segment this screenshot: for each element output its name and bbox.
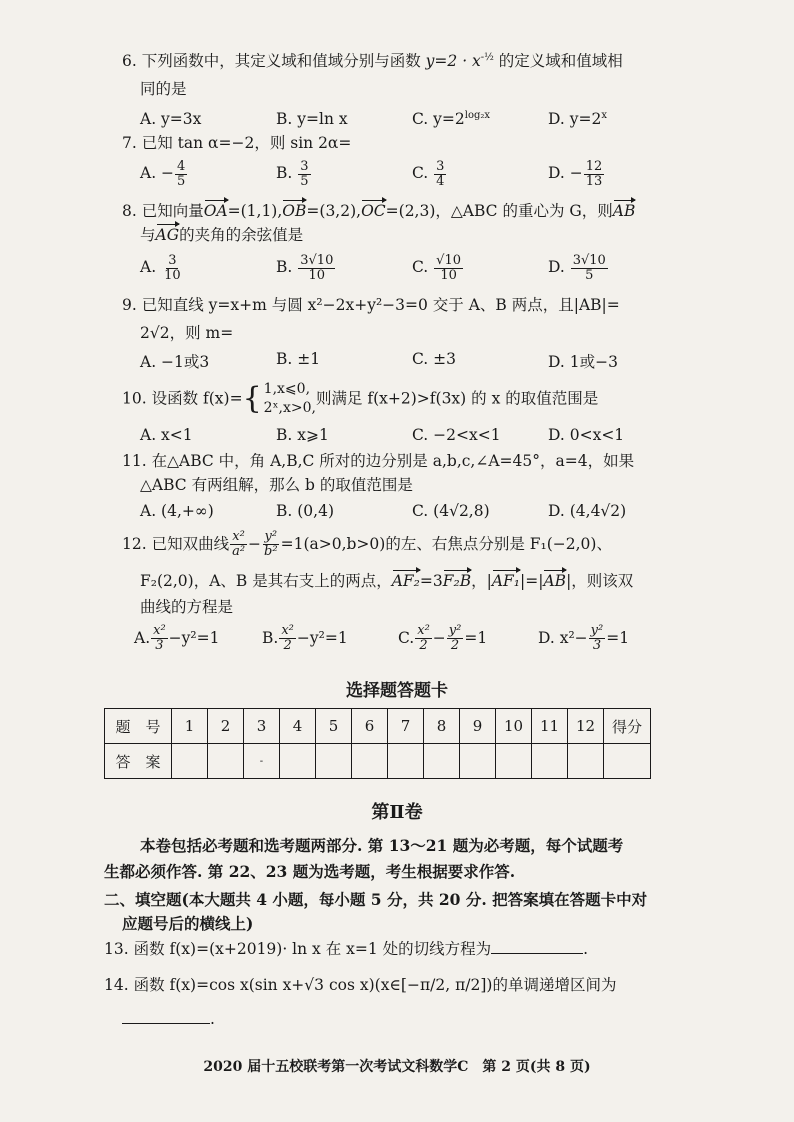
question-number: 10: [496, 709, 532, 744]
q7-option-b: [276, 160, 312, 188]
frac: [415, 624, 432, 652]
answer-cell[interactable]: [316, 744, 352, 779]
table-row: [105, 709, 651, 744]
q7-c-frac: [434, 160, 446, 188]
num: 3√10: [300, 253, 334, 268]
vector-ab: AB: [612, 202, 636, 220]
q12-option-a: [134, 624, 219, 652]
q7-a-frac: [175, 160, 187, 188]
q6-option-c-base: C. y=2: [412, 110, 465, 129]
num: 3: [300, 159, 309, 174]
q12-text: 12. 已知双曲线: [122, 534, 230, 553]
num: y²: [448, 623, 462, 638]
q12-option-d: [538, 624, 629, 652]
q8-d-prefix: D.: [548, 258, 570, 277]
section-intro-cont: 生都必须作答. 第 22、23 题为选考题，考生根据要求作答.: [104, 862, 516, 881]
den: 5: [300, 173, 309, 189]
frac-y2-b2: [262, 530, 280, 558]
q12-text: =1(a>0,b>0)的左、右焦点分别是 F₁(−2,0)、: [280, 534, 612, 553]
den: 13: [585, 173, 603, 189]
q7-a-prefix: A. −: [140, 164, 175, 183]
answer-cell[interactable]: [460, 744, 496, 779]
q14-text: 14. 函数 f(x)=cos x(sin x+√3 cos x): [104, 976, 375, 994]
q12-text: =3: [419, 572, 443, 590]
q12-text: F₂(2,0)，A、B 是其右支上的两点，: [140, 572, 392, 590]
den: 10: [164, 267, 181, 283]
q14-end: .: [210, 1010, 215, 1028]
q6-option-c-exp: log₂x: [464, 110, 491, 121]
q6-option-a: A. y=3x: [140, 110, 202, 128]
q8-stem: [122, 202, 635, 221]
q14-text-tail: 的单调递增区间为: [492, 976, 617, 994]
num: √10: [436, 253, 461, 268]
q9-option-d: D. 1或−3: [548, 353, 618, 371]
q7-option-c: [412, 160, 447, 188]
tail: =1: [464, 629, 488, 648]
num: x²: [153, 623, 166, 638]
q12-option-b: [262, 624, 348, 652]
question-number: 3: [244, 709, 280, 744]
q11-option-d: D. (4,4√2): [548, 502, 627, 520]
q7-option-d: [548, 160, 605, 188]
q11-option-b: B. (0,4): [276, 502, 334, 520]
q12-text: |，则该双: [566, 572, 634, 590]
q6-stem: [122, 52, 623, 71]
q10-option-d: D. 0<x<1: [548, 426, 625, 444]
vector-oc: OC: [361, 202, 386, 220]
q12-stem-line2: [140, 572, 633, 591]
q10-cases: [264, 380, 316, 418]
den: 2: [450, 637, 460, 653]
frac: [447, 624, 464, 652]
q14-answer: [122, 1010, 215, 1029]
label: C.: [398, 629, 415, 648]
frac: [279, 624, 296, 652]
q6-function: y=2 · x: [425, 52, 481, 71]
frac: [589, 624, 606, 652]
q14-interval: (x∈[−π/2, π/2]): [374, 976, 493, 994]
q8-text: 的夹角的余弦值是: [179, 226, 304, 244]
question-number: 6: [352, 709, 388, 744]
q8-text: =(2,3)，△ABC 的重心为 G，则: [385, 202, 613, 220]
q9-option-c: C. ±3: [412, 350, 457, 368]
q10-option-b: B. x⩾1: [276, 426, 329, 444]
q11-stem: 11. 在△ABC 中，角 A,B,C 所对的边分别是 a,b,c,∠A=45°，a=4，如果: [122, 452, 635, 470]
q8-c-prefix: C.: [412, 258, 434, 277]
q6-stem-cont: 同的是: [140, 80, 187, 98]
q12-text: |=|: [520, 572, 544, 590]
answer-cell[interactable]: [388, 744, 424, 779]
q11-option-c: C. (4√2,8): [412, 502, 490, 520]
q13-end: .: [583, 940, 589, 958]
num: 12: [585, 159, 603, 174]
tail: =1: [606, 629, 630, 648]
q6-option-b: B. y=ln x: [276, 110, 348, 128]
fill-in-heading: 二、填空题(本大题共 4 小题，每小题 5 分，共 20 分. 把答案填在答题卡中对: [104, 890, 648, 909]
q9-option-b: B. ±1: [276, 350, 321, 368]
question-number: 7: [388, 709, 424, 744]
q7-d-frac: [584, 160, 605, 188]
question-number: 4: [280, 709, 316, 744]
answer-card-table: [104, 708, 651, 779]
q7-b-prefix: B.: [276, 164, 298, 183]
den: 5: [177, 173, 186, 189]
tail: −y²=1: [296, 629, 348, 648]
score-cell[interactable]: [604, 744, 651, 779]
table-row: [105, 744, 651, 779]
q9-option-a: A. −1或3: [140, 353, 210, 371]
answer-cell[interactable]: [172, 744, 208, 779]
answer-cell[interactable]: -: [244, 744, 280, 779]
q8-option-b: [276, 254, 336, 282]
q9-stem-cont: 2√2，则 m=: [140, 324, 234, 342]
num: x²: [417, 623, 430, 638]
q8-option-c: [412, 254, 464, 282]
q12-text: ，|: [471, 572, 492, 590]
label: D. x²−: [538, 629, 588, 648]
num: y²: [590, 623, 604, 638]
left-brace: {: [242, 380, 262, 416]
q11-option-a: A. (4,+∞): [140, 502, 214, 520]
q8-text: 8. 已知向量: [122, 202, 204, 220]
q10-option-c: C. −2<x<1: [412, 426, 501, 444]
question-number: 9: [460, 709, 496, 744]
q8-a-frac: [162, 254, 183, 282]
num: y²: [264, 529, 278, 544]
minus: −: [432, 629, 446, 648]
q14-stem: [104, 976, 616, 995]
section-title: 第Ⅱ卷: [371, 802, 423, 823]
tail: −y²=1: [168, 629, 220, 648]
den: 4: [436, 173, 445, 189]
q8-text: =(3,2),: [306, 202, 362, 220]
num: 4: [177, 159, 186, 174]
vector-ob: OB: [282, 202, 307, 220]
page-footer: 2020 届十五校联考第一次考试文科数学C 第 2 页(共 8 页): [203, 1059, 591, 1075]
q8-option-d: [548, 254, 609, 282]
answer-cell[interactable]: [532, 744, 568, 779]
vector-ab: AB: [543, 572, 567, 590]
q6-option-d-base: D. y=2: [548, 110, 602, 129]
question-number: 5: [316, 709, 352, 744]
answer-cell[interactable]: [424, 744, 460, 779]
q6-option-d: [548, 110, 607, 128]
case-1: 1,x⩽0,: [263, 381, 311, 397]
q12-option-c: [398, 624, 487, 652]
question-number: 2: [208, 709, 244, 744]
q6-stem-text-b: 的定义域和值域相: [493, 52, 623, 71]
vector-af1: AF₁: [491, 572, 521, 590]
q8-b-frac: [298, 254, 335, 282]
q7-b-frac: [298, 160, 310, 188]
vector-ag: AG: [155, 226, 180, 244]
q8-text: =(1,1),: [227, 202, 283, 220]
den: a²: [232, 543, 246, 559]
q6-stem-text: 6. 下列函数中，其定义域和值域分别与函数: [122, 52, 426, 71]
q7-option-a: [140, 160, 188, 188]
minus: −: [248, 534, 262, 553]
q12-stem: [122, 530, 612, 558]
label: B.: [262, 629, 279, 648]
section-intro: 本卷包括必考题和选考题两部分. 第 13～21 题为必考题，每个试题考: [140, 836, 624, 855]
num: x²: [281, 623, 294, 638]
q12-stem-line3: 曲线的方程是: [140, 598, 234, 616]
q6-exponent: -½: [480, 52, 494, 63]
question-number: 11: [532, 709, 568, 744]
fill-in-heading-cont: 应题号后的横线上): [122, 914, 254, 933]
question-number-label: 题 号: [105, 709, 172, 744]
answer-cell[interactable]: [208, 744, 244, 779]
answer-cell[interactable]: [496, 744, 532, 779]
q10-stem: [122, 380, 598, 418]
question-number: 12: [568, 709, 604, 744]
num: 3: [436, 159, 445, 174]
den: 5: [585, 267, 594, 283]
q6-option-c: [412, 110, 490, 128]
den: 3: [155, 637, 164, 653]
answer-blank[interactable]: [491, 951, 583, 954]
q10-text: 则满足 f(x+2)>f(3x) 的 x 的取值范围是: [315, 389, 599, 408]
question-number: 8: [424, 709, 460, 744]
frac-x2-a2: [230, 530, 247, 558]
answer-blank[interactable]: [122, 1021, 210, 1024]
num: 3√10: [572, 253, 606, 268]
q6-option-d-exp: x: [601, 110, 607, 121]
q8-b-prefix: B.: [276, 258, 298, 277]
case-2: 2ˣ,x>0,: [263, 399, 316, 416]
q7-stem: 7. 已知 tan α=−2，则 sin 2α=: [122, 134, 352, 152]
q10-text: 10. 设函数 f(x)=: [122, 389, 243, 408]
vector-f2b: F₂B: [442, 572, 472, 590]
den: 2: [283, 637, 292, 653]
vector-af2: AF₂: [391, 572, 420, 590]
q8-stem-cont: [140, 226, 303, 245]
q8-text: 与: [140, 226, 156, 244]
frac: [151, 624, 168, 652]
q8-a-prefix: A.: [140, 258, 162, 277]
den: 2: [419, 637, 428, 653]
score-label: 得分: [604, 709, 651, 744]
answer-label: 答 案: [105, 744, 172, 779]
answer-cell[interactable]: [352, 744, 388, 779]
answer-cell[interactable]: [280, 744, 316, 779]
den: 10: [440, 267, 457, 283]
num: 3: [168, 253, 177, 268]
q13-stem: [104, 940, 588, 959]
answer-card-title: 选择题答题卡: [346, 681, 448, 701]
q8-c-frac: [434, 254, 463, 282]
q7-c-prefix: C.: [412, 164, 434, 183]
vector-oa: OA: [203, 202, 228, 220]
q8-option-a: [140, 254, 184, 282]
label: A.: [134, 629, 151, 648]
answer-cell[interactable]: [568, 744, 604, 779]
q8-d-frac: [571, 254, 608, 282]
num: x²: [232, 529, 245, 544]
q10-option-a: A. x<1: [140, 426, 193, 444]
den: 3: [592, 637, 602, 653]
question-number: 1: [172, 709, 208, 744]
den: 10: [308, 267, 326, 283]
den: b²: [264, 543, 278, 559]
q9-stem: 9. 已知直线 y=x+m 与圆 x²−2x+y²−3=0 交于 A、B 两点，且|AB|=: [122, 296, 620, 314]
q11-stem-cont: △ABC 有两组解，那么 b 的取值范围是: [140, 476, 413, 494]
q13-text: 13. 函数 f(x)=(x+2019)· ln x 在 x=1 处的切线方程为: [104, 940, 492, 958]
q7-d-prefix: D. −: [548, 164, 583, 183]
